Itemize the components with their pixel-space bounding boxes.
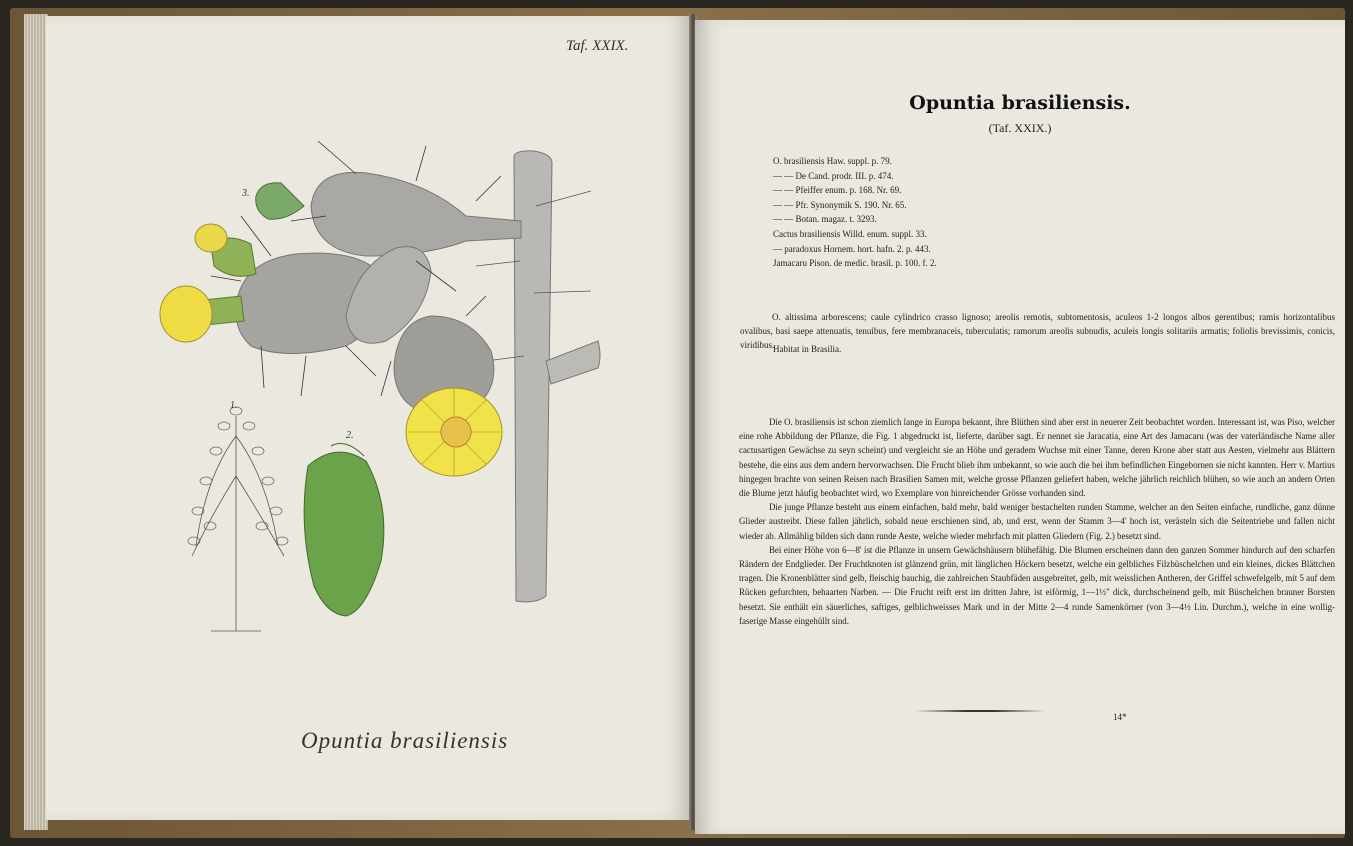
habitat-note: Habitat in Brasilia.: [773, 344, 842, 354]
page-stack-edge: [24, 14, 48, 830]
figure-label-2: 2.: [346, 430, 354, 441]
paragraph: Bei einer Höhe von 6—8' ist die Pflanze in unsern Gewächshäusern blühefähig. Die Blumen erscheinen dann den ganzen Sommer hindurch auf den scharfen Rändern der Endglieder. Der Fruchtknoten ist glänzend grün, mit länglichen Höckern besetzt, welche ein gelbliches Filzbüschelchen und ein kleines, dickes Blättchen tragen. Die Kronenblätter sind gelb, fleischig bauchig, die zahlreichen Staubfäden ausgebreitet, gelb, mit weisslichen Antheren, der Griffel schwefelgelb, mit 5 auf dem Rücken gefurchten, behaarten Narben. — Die Frucht reift erst im dritten Jahre, ist eiförmig, 1—1½" dick, durchscheinend gelb, mit Büschelchen brauner Borsten besetzt. Sie enthält ein säuerliches, saftiges, gelblichweisses Mark und in der Mitte 2—4 runde Samenkörner (von 3—4½ Lin. Durchm.), welche in eine wollig-faserige Masse eingehüllt sind.: [739, 544, 1335, 626]
latin-diagnosis: O. altissima arborescens; caule cylindrico crasso lignoso; areolis remotis, subtomentosis, aculeos 1-2 longos albos gerentibus; ramis horizontalibus ovalibus, basi saepe attenuatis, tenuibus, fere membranaceis, tuberculatis; ramorum areolis subnudis, aculeis longis solitariis armatis; foliolis brevissimis, conicis, viridibus.: [740, 312, 1335, 350]
synonym-item: — — De Cand. prodr. III. p. 474.: [773, 170, 894, 181]
synonym-item: Jamacaru Pison. de medic. brasil. p. 100. f. 2.: [773, 258, 937, 269]
cactus-bud: [256, 183, 304, 219]
cactus-flower-left: [160, 286, 244, 342]
paragraph: Die O. brasiliensis ist schon ziemlich lange in Europa bekannt, ihre Blüthen sind aber erst in neuerer Zeit beobachtet worden. Interessant ist, was Piso, welcher eine rohe Abbildung der Pflanze, die Fig. 1 abgedruckt ist, lieferte, darüber sagt. Er nennet sie Jaracatia, eine Art des Jamacaru (was der vaterländische Name aller cactusartigen Gewächse zu seyn scheint) und vergleicht sie an Höhe und geradem Wuchse mit einer Tanne, deren Krone aber statt aus Aesten, vielmehr aus Blättern bestehe, die eins aus dem andern hervorwachsen. Die Frucht blieb ihm unbekannt, so wie auch die bei ihm befindlichen Eingebornen sie nicht kannten. Herr v. Martius hingegen brachte von seinen Reisen nach Brasilien Samen mit, welche grosse Pflanzen geliefert haben, welche jährlich reichlich blühen, so wie auch an andern Orten die Blume jetzt häufig beobachtet wird, wo Exemplare von hinreichender Grösse vorhanden sind.: [739, 417, 1335, 499]
synonym-item: Cactus brasiliensis Willd. enum. suppl. 33.: [773, 228, 927, 239]
synonym-item: — — Botan. magaz. t. 3293.: [773, 214, 877, 225]
figure-label-1: 1.: [230, 400, 238, 411]
left-page-plate: [46, 16, 691, 820]
page-title: Opuntia brasiliensis.: [909, 92, 1131, 114]
page-number: 14*: [1113, 712, 1127, 722]
end-rule: [915, 710, 1045, 712]
synonym-item: O. brasiliensis Haw. suppl. p. 79.: [773, 156, 892, 166]
figure-label-3: 3.: [242, 188, 250, 199]
cactus-fruit: [304, 444, 384, 616]
opuntia-illustration: [46, 16, 691, 820]
cactus-joint-upper: [291, 141, 521, 256]
cactus-flower-upper: [195, 224, 256, 276]
paragraph: Die junge Pflanze besteht aus einem einfachen, bald mehr, bald weniger bestachelten runden Stamme, welcher an den Seiten einfache, rundliche, ganz dünne Glieder austreibt. Diese fallen jährlich, sobald neue erschienen sind, ab, und erst, wenn der Stamm 3—4' hoch ist, verästeln sich die Seitentriebe und fallen nicht wieder ab. Allmählig bilden sich dann runde Aeste, welche wieder mehrfach mit platten Gliedern (Fig. 2.) besetzt sind.: [739, 502, 1335, 541]
description-text: [739, 415, 1335, 628]
tree-habit-leaves: [188, 407, 288, 545]
plate-reference: (Taf. XXIX.): [988, 121, 1052, 135]
synonym-item: — — Pfeiffer enum. p. 168. Nr. 69.: [773, 185, 902, 196]
cactus-flower-open: [406, 388, 502, 476]
plate-number: Taf. XXIX.: [566, 38, 629, 54]
synonym-item: — paradoxus Hornem. hort. hafn. 2. p. 443.: [773, 243, 931, 254]
synonym-list: [773, 154, 937, 271]
synonym-item: — — Pfr. Synonymik S. 190. Nr. 65.: [773, 199, 907, 210]
right-page-text: [695, 20, 1345, 834]
plate-caption: Opuntia brasiliensis: [301, 728, 509, 753]
